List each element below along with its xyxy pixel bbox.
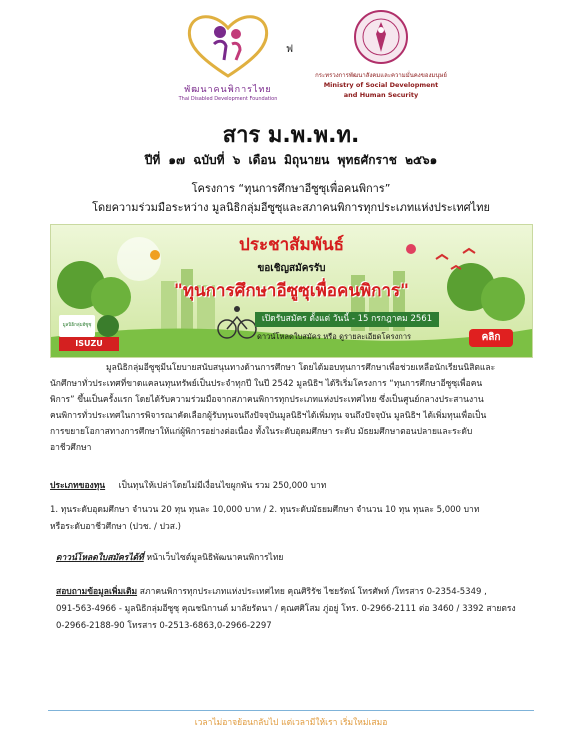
intro-line: การขยายโอกาสทางการศึกษาให้แก่ผู้พิการอย่างต่อเนื่อง ทั้งในระดับอุดมศึกษา ระดับ มัธยมศึกษาตอนปลายและระดับ	[50, 427, 473, 437]
banner-application-period: เปิดรับสมัคร ตั้งแต่ วันนี้ - 15 กรกฎาคม 2561	[255, 312, 439, 327]
scholarship-type-label: ประเภทของทุน	[50, 481, 106, 491]
ministry-logo	[296, 8, 466, 108]
heart-people-icon	[180, 10, 276, 82]
banner-headline: ประชาสัมพันธ์	[239, 235, 344, 255]
banner-click-button[interactable]: คลิก	[469, 329, 513, 347]
header-separator: ฟ	[286, 44, 294, 55]
ministry-seal-icon	[350, 8, 412, 66]
download-info	[56, 550, 538, 566]
announcement-banner[interactable]	[50, 224, 533, 358]
intro-line: นักศึกษาทั่วประเทศที่ขาดแคลนทุนทรัพย์เป็นประจำทุกปี ในปี 2542 มูลนิธิฯ ได้ริเริ่มโครงการ “ทุนการศึกษาอีซูซุเพื่อคน	[50, 379, 483, 389]
isuzu-foundation-logo: มูลนิธิกลุ่มอีซูซุ	[59, 315, 95, 337]
footer-divider	[48, 710, 534, 711]
intro-line: มูลนิธิกลุ่มอีซูซุมีนโยบายสนับสนุนทางด้านการศึกษา โดยได้มอบทุนการศึกษาเพื่อช่วยเหลือนักเรียนนิสิตและ	[106, 363, 496, 373]
inquiry-line3: 0-2966-2188-90 โทรสาร 0-2513-6863,0-2966-2297	[56, 621, 272, 631]
banner-scholarship-name: "ทุนการศึกษาอีซูซุเพื่อคนพิการ"	[173, 281, 410, 301]
foundation-name-th: พัฒนาคนพิการไทย	[184, 85, 272, 95]
banner-invite: ขอเชิญสมัครรับ	[257, 263, 326, 274]
document-title: สาร ม.พ.พ.ท.	[222, 123, 360, 148]
cooperation-line: โดยความร่วมมือระหว่าง มูลนิธิกลุ่มอีซูซุและสภาคนพิการทุกประเภทแห่งประเทศไทย	[92, 201, 490, 214]
ministry-name-en-line1: Ministry of Social Development	[323, 81, 439, 89]
inquiry-line2: 091-563-4966 - มูลนิธิกลุ่มอีซูซุ คุณชนิกานต์ มาลัยรัตนา / คุณศศิโสม ภู่อยู่ โทร. 0-2966-2111 ต่อ 3460 / 3392 สายตรง	[56, 604, 516, 614]
inquiry-text-line1: สภาคนพิการทุกประเภทแห่งประเทศไทย คุณศิริรัช ไชยรัตน์ โทรศัพท์ /โทรสาร 0-2354-5349 ,	[139, 587, 487, 597]
intro-line: คนพิการทั่วประเทศในการพิจารณาคัดเลือกผู้รับทุนจนถึงปัจจุบันมูลนิธิฯได้เพิ่มทุน จนถึงปัจจุบัน มูลนิธิฯ ได้เพิ่มทุนเพื่อเป็น	[50, 411, 487, 421]
issue-line: ปีที่ ๑๗ ฉบับที่ ๖ เดือน มิถุนายน พุทธศักราช ๒๕๖๑	[144, 153, 438, 167]
ministry-name-en-line2: and Human Security	[343, 91, 419, 99]
scholarship-type-text: เป็นทุนให้เปล่าโดยไม่มีเงื่อนไขผูกพัน รวม 250,000 บาท	[118, 481, 327, 491]
intro-paragraph	[50, 360, 532, 456]
inquiry-label: สอบถามข้อมูลเพิ่มเติม	[56, 587, 138, 597]
scholarship-detail-line1: 1. ทุนระดับอุดมศึกษา จำนวน 20 ทุน ทุนละ 10,000 บาท / 2. ทุนระดับมัธยมศึกษา จำนวน 10 ทุน ทุนละ 5,000 บาท	[50, 505, 480, 515]
inquiry-line1	[56, 584, 538, 600]
foundation-logo	[168, 10, 288, 110]
download-label[interactable]: ดาวน์โหลดใบสมัครได้ที่	[56, 553, 144, 563]
scholarship-type	[50, 478, 532, 494]
footer-motto: เวลาไม่อาจย้อนกลับไป แต่เวลามีให้เรา เริ่มใหม่เสมอ	[194, 718, 388, 728]
download-text: หน้าเว็บไซต์มูลนิธิพัฒนาคนพิการไทย	[146, 553, 284, 563]
scholarship-detail-line2: หรือระดับอาชีวศึกษา (ปวช. / ปวส.)	[50, 522, 181, 532]
intro-line: พิการ” ขึ้นเป็นครั้งแรก โดยได้รับความร่วมมือจากสภาคนพิการทุกประเภทแห่งประเทศไทย ซึ่งเป็นศูนย์กลางประสานงาน	[50, 395, 484, 405]
foundation-name-en: Thai Disabled Development Foundation	[178, 96, 278, 102]
partner-emblem-icon	[97, 315, 119, 337]
isuzu-logo: ISUZU	[59, 337, 119, 351]
ministry-name-th: กระทรวงการพัฒนาสังคมและความมั่นคงของมนุษย์	[315, 72, 447, 79]
intro-line: อาชีวศึกษา	[50, 443, 92, 453]
project-line: โครงการ “ทุนการศึกษาอีซูซุเพื่อคนพิการ”	[191, 182, 391, 195]
banner-download-hint: ดาวน์โหลดใบสมัคร หรือ ดูรายละเอียดโครงการ	[257, 332, 412, 341]
